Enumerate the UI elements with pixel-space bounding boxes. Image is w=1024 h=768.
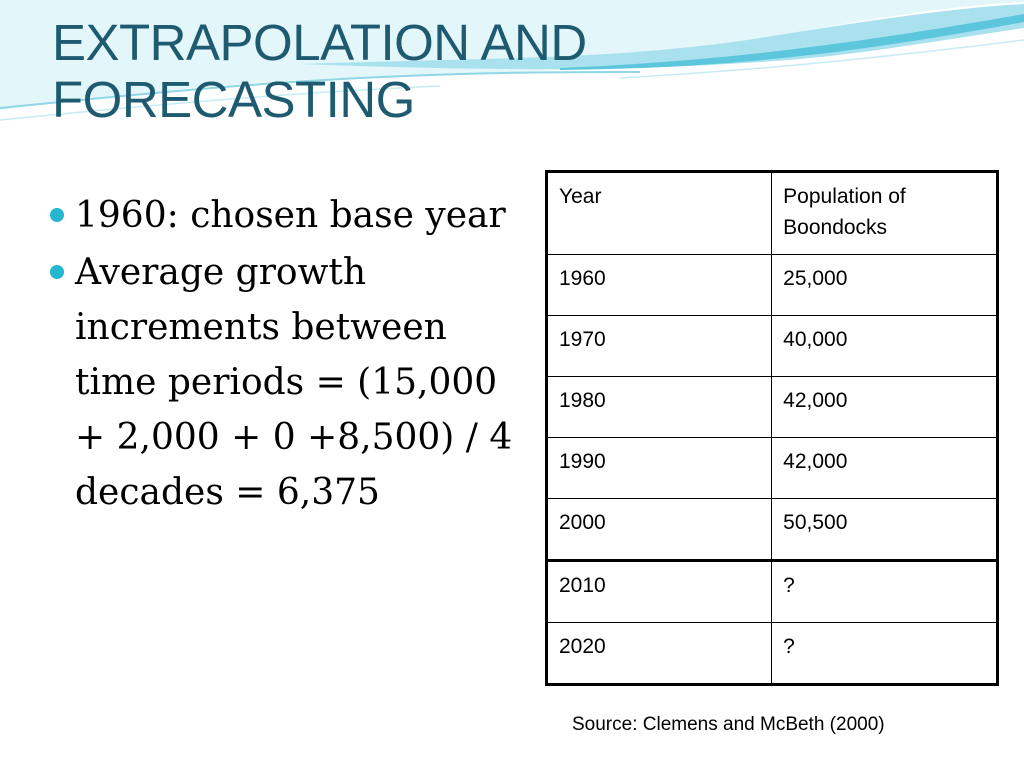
table-cell-population: 25,000 (772, 255, 998, 316)
bullet-text: Average growth increments between time periods = (15,000 + 2,000 + 0 +8,500) / 4 decades = 6,375 (75, 252, 513, 513)
table-cell-year: 2020 (547, 623, 772, 685)
bullet-dot-icon (50, 265, 64, 279)
table-row (547, 438, 998, 499)
bullet-item (46, 245, 516, 520)
table-cell-population: 42,000 (772, 438, 998, 499)
bullet-item (46, 188, 516, 243)
table-cell-year: 1980 (547, 377, 772, 438)
table-cell-year: 1990 (547, 438, 772, 499)
slide-title-line-2: FORECASTING (52, 71, 415, 128)
table-header-year: Year (547, 172, 772, 255)
population-table (545, 170, 999, 686)
bullet-text: 1960: chosen base year (75, 195, 506, 236)
slide-title (52, 14, 672, 128)
table-cell-population: 40,000 (772, 316, 998, 377)
table-cell-year: 2010 (547, 561, 772, 623)
table-cell-year: 1960 (547, 255, 772, 316)
table-cell-population: 42,000 (772, 377, 998, 438)
table-header-row (547, 172, 998, 255)
table-row (547, 316, 998, 377)
bullet-list (46, 188, 516, 522)
slide-title-line-1: EXTRAPOLATION AND (52, 14, 587, 71)
table-row (547, 255, 998, 316)
table-row (547, 377, 998, 438)
table-row (547, 499, 998, 561)
table-cell-population: ? (772, 561, 998, 623)
source-citation: Source: Clemens and McBeth (2000) (572, 714, 885, 735)
table-cell-population: 50,500 (772, 499, 998, 561)
table-cell-year: 2000 (547, 499, 772, 561)
table-header-population: Population of Boondocks (772, 172, 998, 255)
table-row (547, 561, 998, 623)
table-cell-population: ? (772, 623, 998, 685)
table-cell-year: 1970 (547, 316, 772, 377)
bullet-dot-icon (50, 208, 64, 222)
table-row (547, 623, 998, 685)
